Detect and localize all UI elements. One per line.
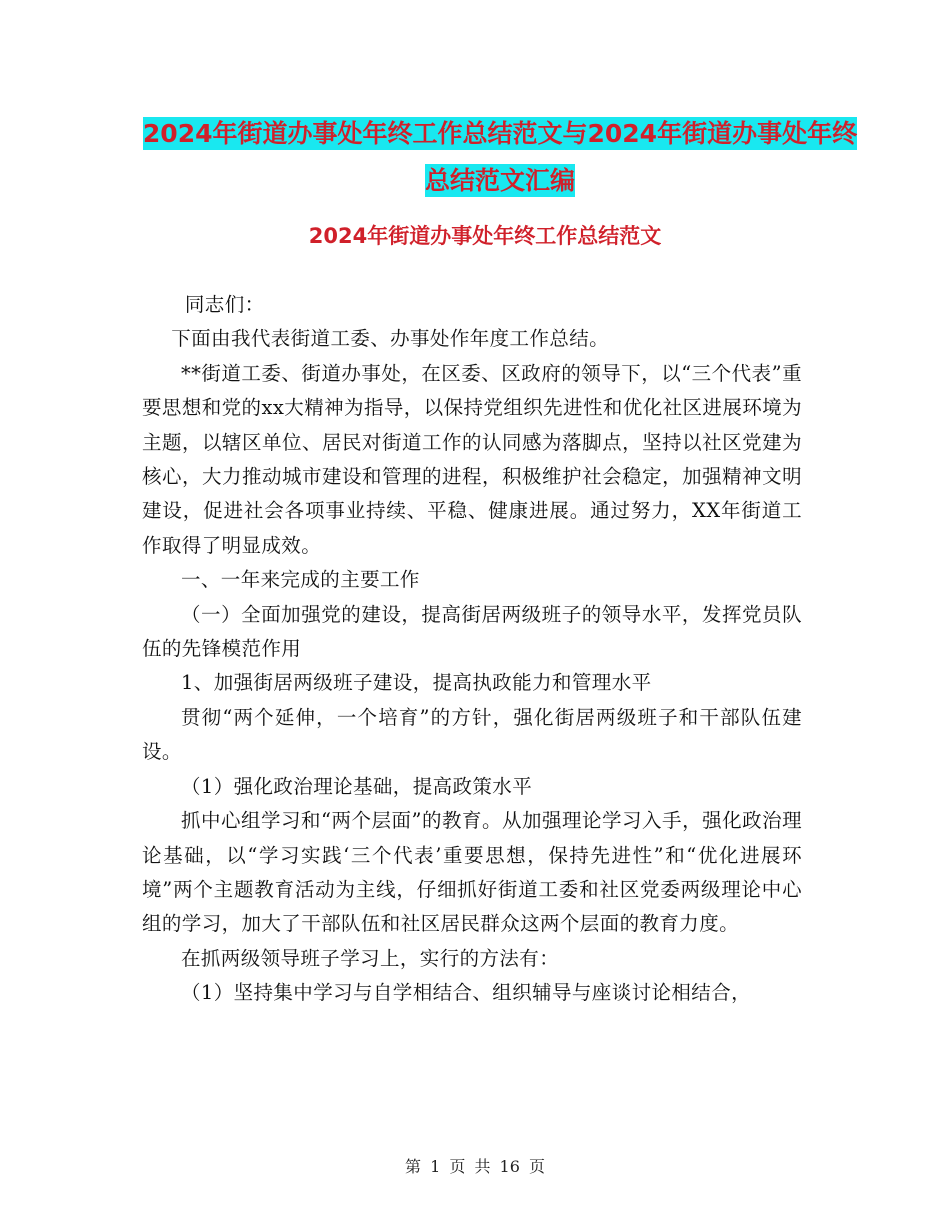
subsection-heading: （一）全面加强党的建设，提高街居两级班子的领导水平，发挥党员队伍的先锋模范作用 <box>142 602 802 661</box>
section-title: 2024年街道办事处年终工作总结范文 <box>308 224 662 248</box>
item-heading: （1）强化政治理论基础，提高政策水平 <box>181 774 533 798</box>
greeting-paragraph: 同志们： <box>184 293 265 316</box>
body-paragraph: 抓中心组学习和“两个层面”的教育。从加强理论学习入手，强化政治理论基础，以“学习实践‘三个代表’重要思想，保持先进性”和“优化进展环境”两个主题教育活动为主线，仔细抓好街道工委和社区党委两级理论中心组的学习，加大了干部队伍和社区居民群众这两个层面的教育力度。 <box>142 809 802 936</box>
page-footer: 第 1 页 共 16 页 <box>405 1157 545 1176</box>
section-heading: 一、一年来完成的主要工作 <box>181 568 420 592</box>
document-title <box>140 110 860 204</box>
intro-paragraph: 下面由我代表街道工委、办事处作年度工作总结。 <box>171 327 610 351</box>
body-paragraph: 贯彻“两个延伸，一个培育”的方针，强化街居两级班子和干部队伍建设。 <box>142 705 802 764</box>
body-paragraph: **街道工委、街道办事处，在区委、区政府的领导下，以“三个代表”重要思想和党的xx大精神为指导，以保持党组织先进性和优化社区进展环境为主题，以辖区单位、居民对街道工作的认同感为落脚点，坚持以社区党建为核心，大力推动城市建设和管理的进程，积极维护社会稳定，加强精神文明建设，促进社会各项事业持续、平稳、健康进展。通过努力，XX年街道工作取得了明显成效。 <box>142 361 802 557</box>
body-paragraph: （1）坚持集中学习与自学相结合、组织辅导与座谈讨论相结合， <box>181 981 752 1005</box>
body-paragraph: 在抓两级领导班子学习上，实行的方法有： <box>181 946 560 970</box>
item-heading: 1、加强街居两级班子建设，提高执政能力和管理水平 <box>181 671 652 695</box>
document-body <box>142 288 802 1011</box>
document-title-text: 2024年街道办事处年终工作总结范文与2024年街道办事处年终总结范文汇编 <box>142 119 858 195</box>
